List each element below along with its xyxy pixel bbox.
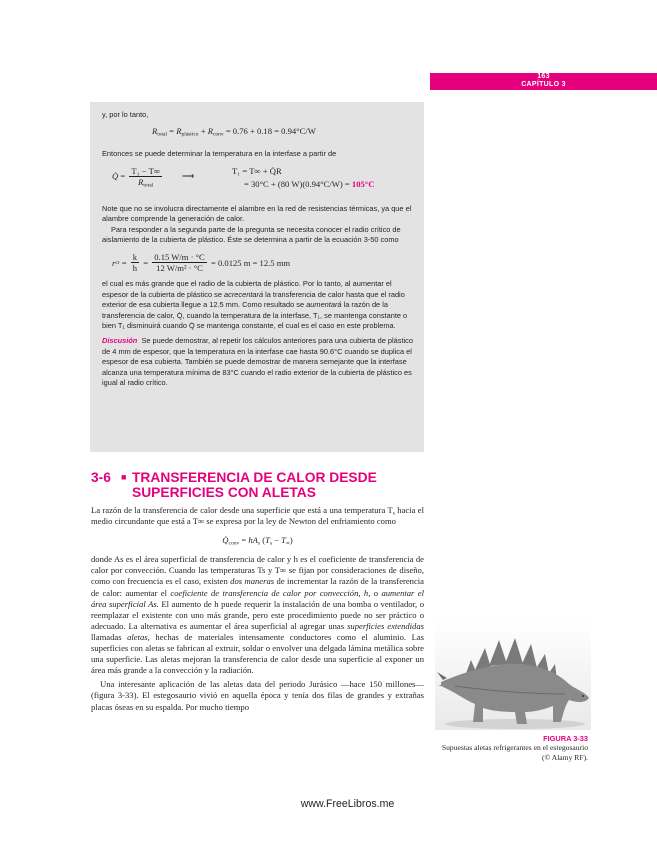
example-intro: y, por lo tanto, xyxy=(102,110,149,119)
body-paragraph-1: La razón de la transferencia de calor desde una superficie que está a una temperatura $T_s$ hacia el medio circundante que está a T∞ se expresa por la ley de Newton del enfriamiento como xyxy=(91,505,425,527)
stegosaurus-image xyxy=(435,620,591,730)
figure-caption-text: Supuestas aletas refrigerantes en el estegosaurio (© Alamy RF). xyxy=(441,743,588,762)
section-heading: 3-6 ■ TRANSFERENCIA DE CALOR DESDE SUPERFICIES CON ALETAS xyxy=(91,470,377,500)
page-header-band xyxy=(430,73,657,90)
equation-r-total: $R_{total} = R_{plástico} + R_{conv} = 0.76 + 0.18 = 0.94^\circ C/W$ xyxy=(152,126,316,138)
figure-label: FIGURA 3-33 xyxy=(543,734,588,743)
body-paragraph-3: Una interesante aplicación de las aletas data del periodo Jurásico —hace 150 millones— (figura 3-33). El estegosaurio vivió en aquella época y tenía dos filas de grandes y extrañas placas óseas en su espalda. Por mucho tiempo xyxy=(91,679,424,712)
chapter-label: CAPÍTULO 3 xyxy=(521,81,566,88)
discussion-label: Discusión xyxy=(102,336,138,346)
example-paragraph-2: Note que no se involucra directamente el alambre en la red de resistencias térmicas, ya que el alambre comprende la generación de calor. xyxy=(102,203,412,224)
result-temperature: 105°C xyxy=(351,178,375,189)
example-paragraph-1: Entonces se puede determinar la temperatura en la interfase a partir de xyxy=(102,149,337,159)
body-text xyxy=(91,505,424,713)
body-paragraph-2: donde As es el área superficial de transferencia de calor y h es el coeficiente de transferencia de calor por convección. Cuando las temperaturas Ts y T∞ se fijan por consideraciones de diseño, como con frecuencia es el caso, existen dos maneras de incrementar la razón de la transferencia de calor: aumentar el coeficiente de transferencia de calor por convección, h, o aumentar el área superficial As. El aumento de h puede requerir la instalación de una bomba o ventilador, o reemplazar el existente con uno más grande, pero este procedimiento puede no ser práctico o adecuado. La alternativa es aumentar el área superficial al agregar unas superficies extendidas llamadas aletas, hechas de materiales intensamente conductores como el aluminio. Las superficies con aletas se fabrican al extruir, soldar o envolver una delgada lámina metálica sobre una superficie. Las aletas mejoran la transferencia de calor desde una superficie al exponer un área más grande a la convección y la radiación. xyxy=(91,554,425,676)
equation-critical-radius: r cr = $\frac{k}{h}$ = $\frac{0.15 W/m \cdot ^\circ C}{\text{12 W/m² · °C}}$ = 0.0125 m = 12.5 mm xyxy=(112,252,291,274)
figure-caption xyxy=(436,734,588,762)
equation-interface-temp: Q̇ = $\frac{\text{T₁ − T∞}}{R_{total}}$ ⟶ T₁ = T∞ + Q̇R = 30°C + (80 W)(0.94°C/W) = 105°C xyxy=(112,165,375,189)
example-paragraph-4: el cual es más grande que el radio de la cubierta de plástico. Por lo tanto, al aumentar el espesor de la cubierta de plástico se acrecentará la transferencia de calor hasta que el radio exterior de esa cubierta llegue a 12.5 mm. Como resultado se aumentará la razón de la transferencia de calor, Q̇, cuando la temperatura de la interfase, T₁, se mantenga constante o bien T₁ disminuirá cuando Q̇ se mantenga constante, el cual es el caso en este problema. xyxy=(102,279,408,331)
example-box xyxy=(90,102,424,452)
page-number: 163 xyxy=(537,73,550,80)
example-paragraph-3: Para responder a la segunda parte de la pregunta se necesita conocer el radio crítico de aislamiento de la cubierta de plástico. Éste se determina a partir de la ecuación 3-50 como xyxy=(102,224,401,245)
discussion-paragraph: Discusión Se puede demostrar, al repetir los cálculos anteriores para una cubierta de plástico de 4 mm de espesor, que la temperatura en la interfase cae hasta 90.6°C cuando se duplica el espesor de esa cubierta. También se puede demostrar de manera semejante que la interfase alcanza una temperatura mínima de 83°C cuando el radio exterior de la cubierta de plástico es igual al radio crítico. xyxy=(102,336,413,388)
newton-cooling-equation: $Q̇_{conv} = hA_s$ $(T_s - T_\infty)$ xyxy=(222,535,293,547)
footer-url: www.FreeLibros.me xyxy=(300,798,395,810)
